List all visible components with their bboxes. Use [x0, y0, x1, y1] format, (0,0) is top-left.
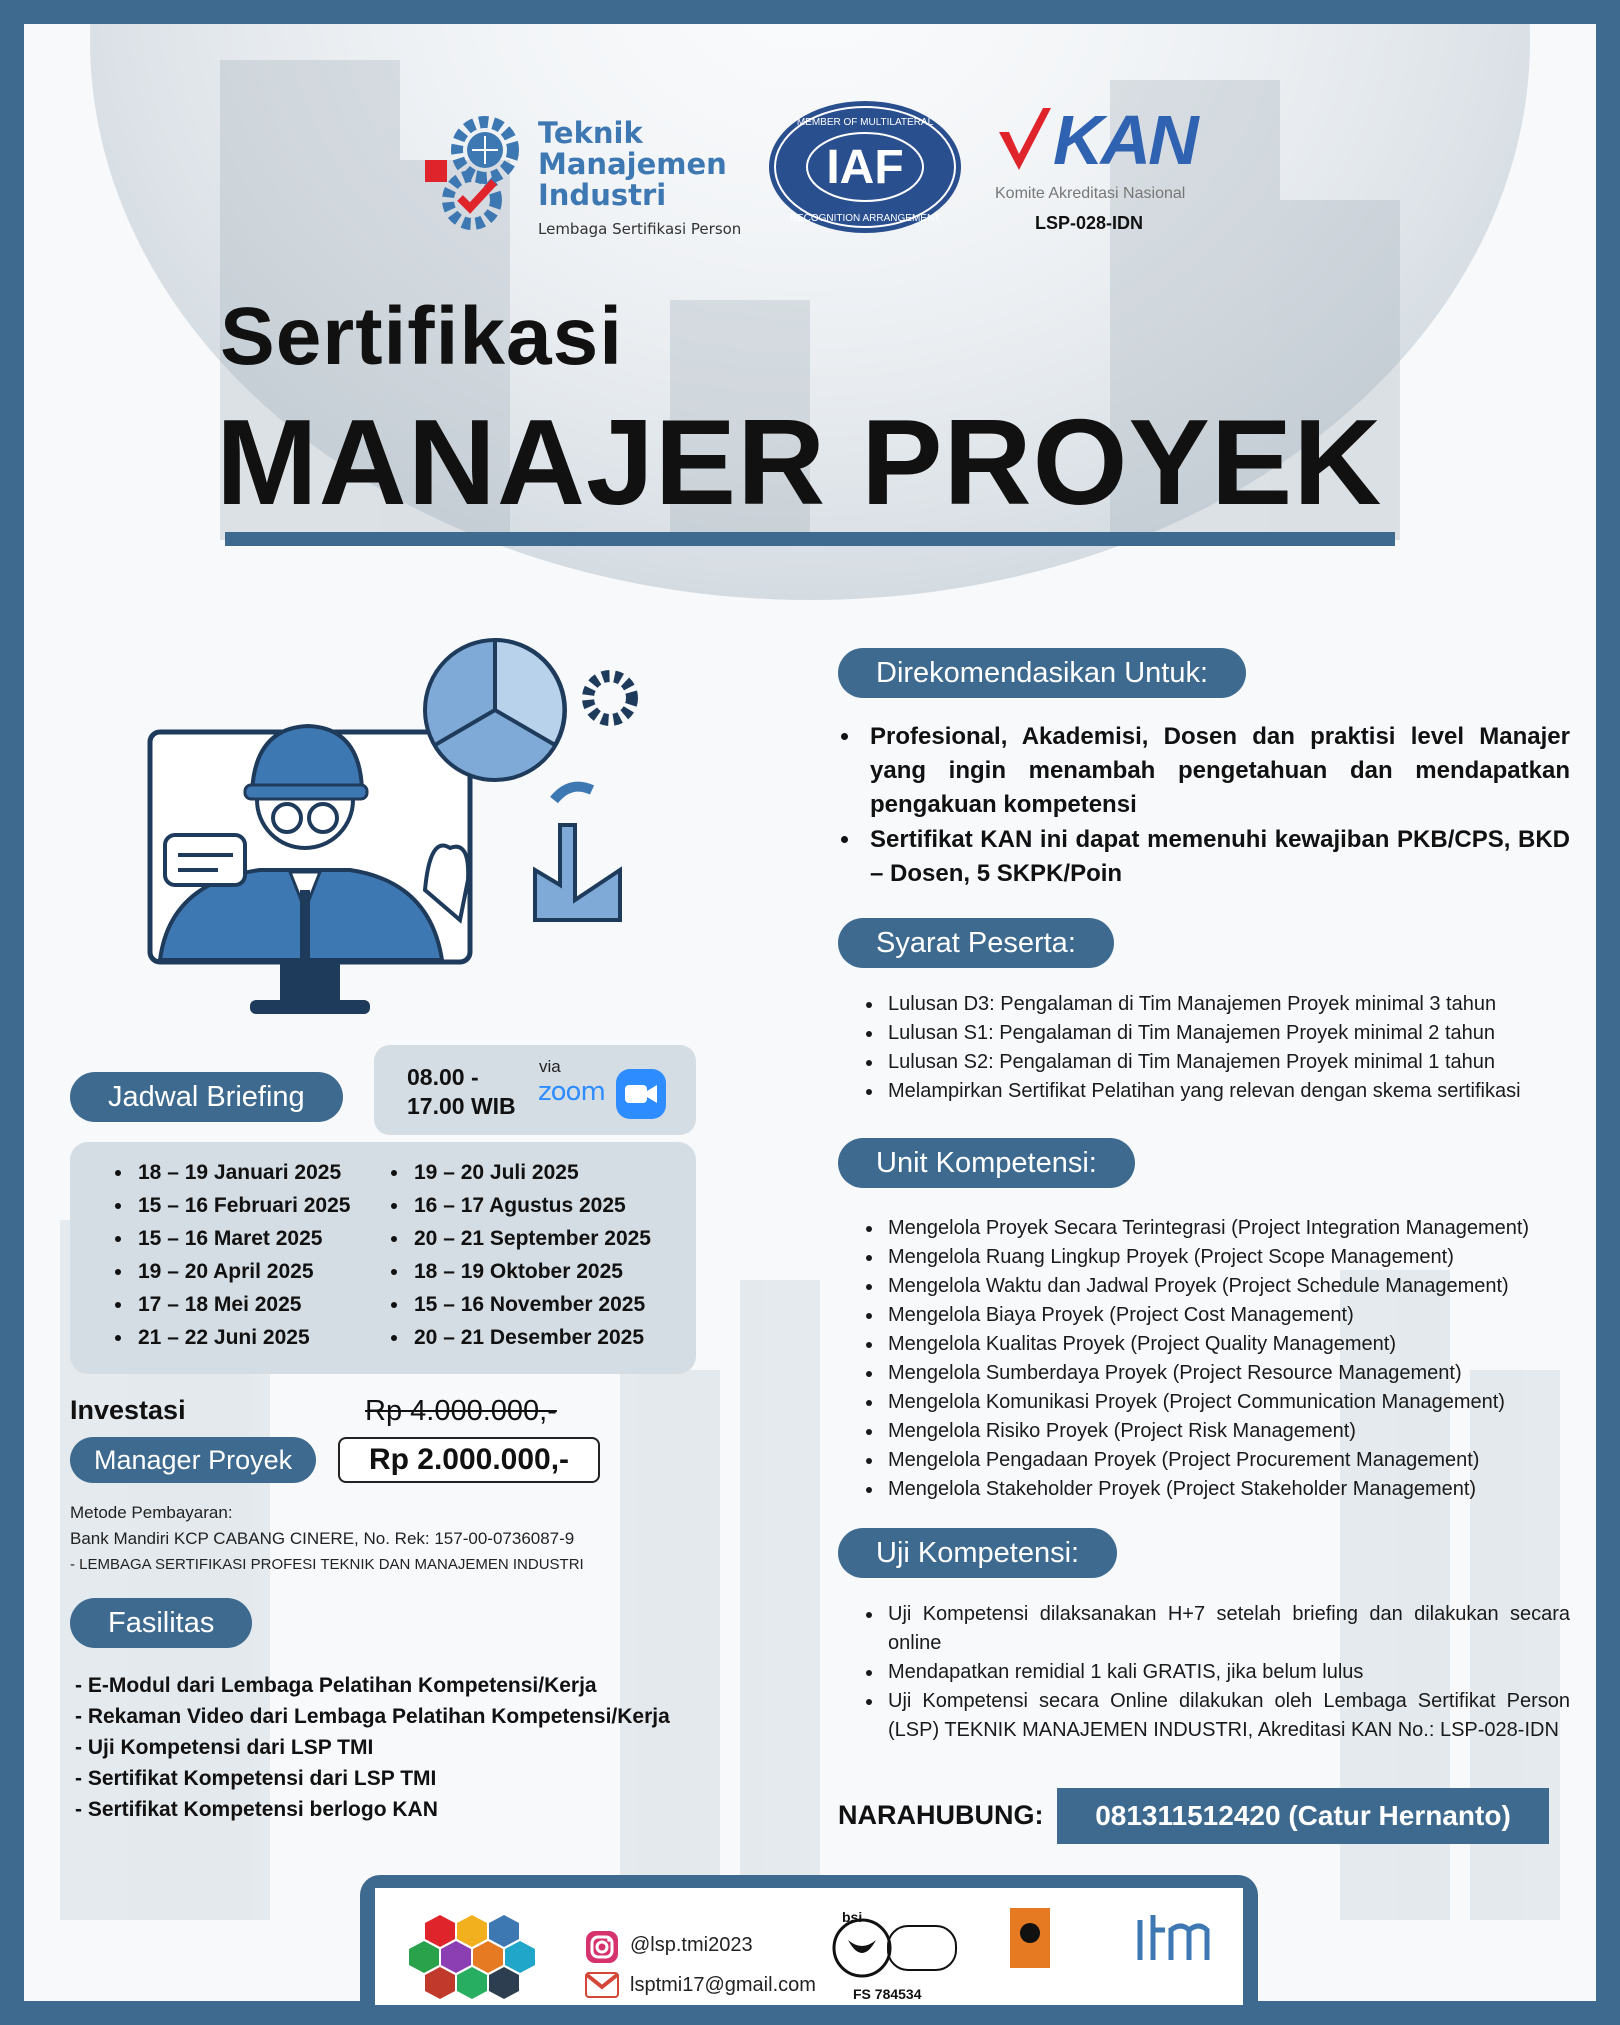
- bsi-text: bsi: [842, 1909, 863, 1925]
- old-price: Rp 4.000.000,-: [365, 1395, 557, 1427]
- schedule-list-right: [386, 1156, 651, 1354]
- syarat-item: • Lulusan S1: Pengalaman di Tim Manajemen Proyek minimal 2 tahun: [884, 1019, 1582, 1048]
- bsi-logo: [830, 1908, 960, 1983]
- recommended-list: [840, 720, 1570, 892]
- unit-item: • Mengelola Biaya Proyek (Project Cost Management): [884, 1301, 1582, 1330]
- schedule-date: • 20 – 21 Desember 2025: [410, 1321, 651, 1354]
- schedule-date: • 18 – 19 Oktober 2025: [410, 1255, 651, 1288]
- recommended-pill: Direkomendasikan Untuk:: [838, 648, 1246, 698]
- instagram-icon: [585, 1930, 619, 1964]
- zoom-label: zoom: [538, 1077, 605, 1107]
- uji-pill: Uji Kompetensi:: [838, 1528, 1117, 1578]
- uji-list: [862, 1600, 1570, 1745]
- facility-item: - Uji Kompetensi dari LSP TMI: [75, 1736, 374, 1759]
- email-address[interactable]: lsptmi17@gmail.com: [630, 1974, 816, 1996]
- unit-list: [862, 1214, 1582, 1504]
- tmi-logo-sub: Lembaga Sertifikasi Person: [538, 220, 742, 238]
- schedule-date: • 19 – 20 April 2025: [134, 1255, 350, 1288]
- manager-illustration: [130, 620, 670, 1040]
- briefing-pill: Jadwal Briefing: [70, 1072, 343, 1122]
- email-icon: [585, 1972, 619, 1998]
- syarat-item: • Melampirkan Sertifikat Pelatihan yang relevan dengan skema sertifikasi: [884, 1077, 1582, 1106]
- facility-item: - E-Modul dari Lembaga Pelatihan Kompetensi/Kerja: [75, 1674, 597, 1697]
- bsi-code: FS 784534: [853, 1986, 922, 2002]
- uji-item: • Uji Kompetensi secara Online dilakukan oleh Lembaga Sertifikat Person (LSP) TEKNIK MANAJEMEN INDUSTRI, Akreditasi KAN No.: LSP-028-IDN: [884, 1687, 1570, 1745]
- new-price: Rp 2.000.000,-: [338, 1437, 600, 1483]
- contact-phone[interactable]: 081311512420 (Catur Hernanto): [1057, 1788, 1549, 1844]
- footer: [375, 1888, 1243, 2005]
- schedule-date: • 16 – 17 Agustus 2025: [410, 1189, 651, 1222]
- association-logo: [1010, 1908, 1050, 1968]
- iaf-ring-top: MEMBER OF MULTILATERAL: [796, 117, 934, 128]
- kan-text: KAN: [1053, 101, 1196, 179]
- time-end: 17.00 WIB: [407, 1093, 516, 1119]
- briefing-time: [407, 1063, 516, 1121]
- tmi-line1: Teknik: [538, 116, 643, 150]
- payment-bank: Bank Mandiri KCP CABANG CINERE, No. Rek: 157-00-0736087-9: [70, 1529, 575, 1548]
- title-big: MANAJER PROYEK: [216, 394, 1383, 530]
- unit-item: • Mengelola Pengadaan Proyek (Project Procurement Management): [884, 1446, 1582, 1475]
- syarat-pill: Syarat Peserta:: [838, 918, 1114, 968]
- iaf-ring-bottom: RECOGNITION ARRANGEMENT: [789, 213, 941, 224]
- schedule-date: • 15 – 16 Februari 2025: [134, 1189, 350, 1222]
- unit-item: • Mengelola Komunikasi Proyek (Project Communication Management): [884, 1388, 1582, 1417]
- schedule-date: • 17 – 18 Mei 2025: [134, 1288, 350, 1321]
- gear-logo-icon: [420, 112, 530, 232]
- uji-item: • Uji Kompetensi dilaksanakan H+7 setelah briefing dan dilakukan secara online: [884, 1600, 1570, 1658]
- facility-item: - Sertifikat Kompetensi dari LSP TMI: [75, 1767, 437, 1790]
- unit-item: • Mengelola Risiko Proyek (Project Risk Management): [884, 1417, 1582, 1446]
- briefing-time-box: [374, 1045, 696, 1135]
- schedule-date: • 15 – 16 November 2025: [410, 1288, 651, 1321]
- iaf-logo: [765, 95, 965, 240]
- tmi-logo-text: [538, 118, 727, 211]
- payment-account-name: - LEMBAGA SERTIFIKASI PROFESI TEKNIK DAN MANAJEMEN INDUSTRI: [70, 1556, 584, 1573]
- schedule-date: • 19 – 20 Juli 2025: [410, 1156, 651, 1189]
- facilities-list: [75, 1670, 670, 1825]
- title-small: Sertifikasi: [220, 291, 623, 382]
- poster: [20, 20, 1600, 2005]
- time-start: 08.00 -: [407, 1064, 479, 1090]
- recommended-item: • Profesional, Akademisi, Dosen dan praktisi level Manajer yang ingin menambah pengetahuan dan mendapatkan pengakuan kompetensi: [862, 720, 1570, 822]
- unit-item: • Mengelola Waktu dan Jadwal Proyek (Project Schedule Management): [884, 1272, 1582, 1301]
- package-pill: Manager Proyek: [70, 1437, 316, 1483]
- facilities-pill: Fasilitas: [70, 1598, 252, 1648]
- syarat-list: [862, 990, 1582, 1106]
- via-label: via: [539, 1057, 561, 1076]
- schedule-date: • 20 – 21 September 2025: [410, 1222, 651, 1255]
- schedule-date: • 15 – 16 Maret 2025: [134, 1222, 350, 1255]
- instagram-handle[interactable]: @lsp.tmi2023: [630, 1934, 753, 1956]
- schedule-box: [70, 1142, 696, 1374]
- facility-item: - Rekaman Video dari Lembaga Pelatihan Kompetensi/Kerja: [75, 1705, 670, 1728]
- kan-logo: [995, 100, 1215, 240]
- schedule-list-left: [110, 1156, 350, 1354]
- syarat-item: • Lulusan D3: Pengalaman di Tim Manajemen Proyek minimal 3 tahun: [884, 990, 1582, 1019]
- payment-info: [70, 1500, 584, 1578]
- unit-item: • Mengelola Proyek Secara Terintegrasi (Project Integration Management): [884, 1214, 1582, 1243]
- unit-item: • Mengelola Stakeholder Proyek (Project Stakeholder Management): [884, 1475, 1582, 1504]
- contact-label: NARAHUBUNG:: [838, 1800, 1044, 1830]
- title-underline: [225, 532, 1395, 546]
- payment-title: Metode Pembayaran:: [70, 1503, 233, 1522]
- schedule-date: • 21 – 22 Juni 2025: [134, 1321, 350, 1354]
- itmi-logo: [1135, 1910, 1215, 1970]
- investment-label: Investasi: [70, 1395, 186, 1425]
- unit-item: • Mengelola Ruang Lingkup Proyek (Project Scope Management): [884, 1243, 1582, 1272]
- unit-item: • Mengelola Sumberdaya Proyek (Project Resource Management): [884, 1359, 1582, 1388]
- checkmark-icon: [995, 108, 1055, 178]
- tmi-logo: [420, 90, 780, 250]
- syarat-item: • Lulusan S2: Pengalaman di Tim Manajemen Proyek minimal 1 tahun: [884, 1048, 1582, 1077]
- kan-code: LSP-028-IDN: [1035, 213, 1144, 233]
- partner-hexagon-logo: [405, 1913, 545, 2003]
- unit-item: • Mengelola Kualitas Proyek (Project Quality Management): [884, 1330, 1582, 1359]
- facility-item: - Sertifikat Kompetensi berlogo KAN: [75, 1798, 438, 1821]
- tmi-line3: Industri: [538, 178, 667, 212]
- iaf-text: IAF: [826, 141, 904, 194]
- tmi-line2: Manajemen: [538, 147, 727, 181]
- uji-item: • Mendapatkan remidial 1 kali GRATIS, jika belum lulus: [884, 1658, 1570, 1687]
- schedule-date: • 18 – 19 Januari 2025: [134, 1156, 350, 1189]
- zoom-icon: [616, 1069, 666, 1119]
- unit-pill: Unit Kompetensi:: [838, 1138, 1135, 1188]
- recommended-item: • Sertifikat KAN ini dapat memenuhi kewajiban PKB/CPS, BKD – Dosen, 5 SKPK/Poin: [862, 823, 1570, 891]
- kan-sub: Komite Akreditasi Nasional: [995, 185, 1186, 202]
